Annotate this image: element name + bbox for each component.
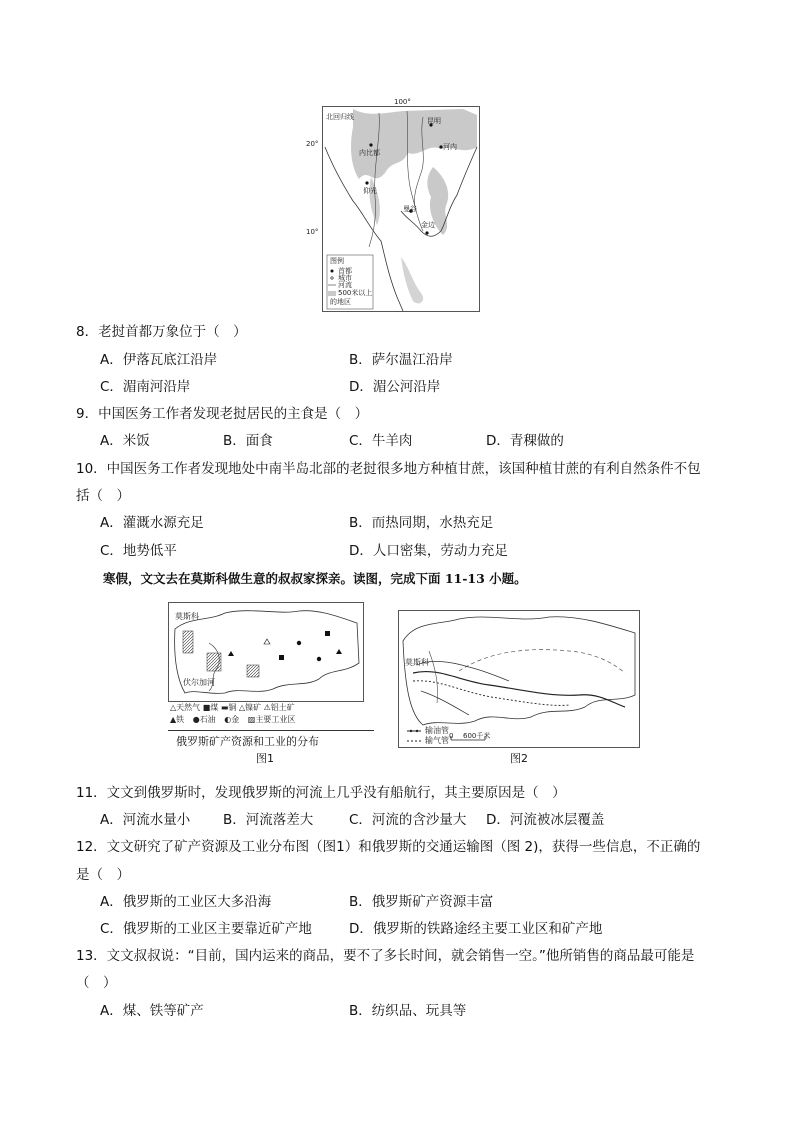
question-13-stem-line1: 13．文文叔叔说：“目前，国内运来的商品，要不了多长时间，就会销售一空。”他所销售的商品最可能是 xyxy=(76,948,695,964)
question-10-stem-line2: 括（ ） xyxy=(76,488,130,504)
fig1-legend-coal: 煤 xyxy=(210,703,219,712)
reading-intro: 寒假，文文去在莫斯科做生意的叔叔家探亲。读图，完成下面 11-13 小题。 xyxy=(103,571,527,586)
fig1-legend-iron: 铁 xyxy=(176,715,185,724)
question-11-option-b: B．河流落差大 xyxy=(223,812,314,828)
question-11-option-d: D．河流被冰层覆盖 xyxy=(486,812,605,828)
fig1-legend-nickel: 镍矿 xyxy=(245,703,262,712)
map1-legend-elev2: 的地区 xyxy=(330,298,351,306)
question-10-option-d: D．人口密集，劳动力充足 xyxy=(349,543,508,559)
question-8-option-a: A．伊落瓦底江沿岸 xyxy=(100,352,218,368)
question-10-option-a: A．灌溉水源充足 xyxy=(100,515,204,531)
question-12-option-d: D．俄罗斯的铁路途经主要工业区和矿产地 xyxy=(349,921,603,937)
fig2-label: 图2 xyxy=(510,752,528,765)
map1-legend-elev1: 500米以上 xyxy=(338,289,373,297)
map1-legend-city: 城市 xyxy=(338,274,352,282)
fig2-scale-label: 600千米 xyxy=(463,732,491,740)
question-9-option-b: B．面食 xyxy=(223,433,273,449)
question-9-stem: 9．中国医务工作者发现老挝居民的主食是（ ） xyxy=(76,406,369,422)
fig2-scale-zero: 0 xyxy=(449,732,454,740)
question-9-option-a: A．米饭 xyxy=(100,433,150,449)
question-10-option-b: B．而热同期，水热充足 xyxy=(349,515,494,531)
fig1-title-rule xyxy=(168,730,374,731)
fig1-legend-bauxite: 铝土矿 xyxy=(270,703,295,712)
circle-filled-icon: ● xyxy=(192,715,200,724)
triangle-hatched-icon: △ xyxy=(238,703,246,712)
triangle-outline-icon: ⚠ xyxy=(263,703,271,712)
question-9-option-c: C．牛羊肉 xyxy=(349,433,413,449)
map1-place-bangkok: 曼谷 xyxy=(403,205,417,213)
question-8-stem: 8．老挝首都万象位于（ ） xyxy=(76,324,247,340)
figure-1-russia-minerals xyxy=(168,602,374,766)
map1-place-hanoi: 河内 xyxy=(443,143,457,151)
triangle-filled-icon: ▲ xyxy=(170,715,177,724)
question-8-option-d: D．湄公河沿岸 xyxy=(349,379,441,395)
question-10-stem-line1: 10．中国医务工作者发现地处中南半岛北部的老挝很多地方种植甘蔗，该国种植甘蔗的有利自然条件不包 xyxy=(76,461,701,477)
square-filled-icon: ■ xyxy=(202,703,211,712)
fig1-moscow-label: 莫斯科 xyxy=(175,612,199,621)
question-8-option-b: B．萨尔温江沿岸 xyxy=(349,352,453,368)
triangle-outline-icon: △ xyxy=(170,703,177,712)
question-13-option-b: B．纺织品、玩具等 xyxy=(349,1003,467,1019)
map1-place-huiguixian: 北回归线 xyxy=(326,113,354,121)
question-12-option-c: C．俄罗斯的工业区主要靠近矿产地 xyxy=(100,921,312,937)
map1-frame xyxy=(322,106,480,312)
question-11-option-c: C．河流的含沙量大 xyxy=(349,812,467,828)
map1-lat10-label: 10° xyxy=(306,228,319,236)
map1-legend-river: 河流 xyxy=(338,281,352,289)
fig1-volga-label: 伏尔加河 xyxy=(183,678,215,687)
fig2-legend-oil: 输油管 xyxy=(425,726,449,735)
fig2-map-frame xyxy=(398,610,640,748)
figure-2-russia-transport xyxy=(398,610,640,766)
map1-legend-capital: 首都 xyxy=(338,267,352,275)
question-12-stem-line1: 12．文文研究了矿产资源及工业分布图（图1）和俄罗斯的交通运输图（图 2)，获得一些信息，不正确的 xyxy=(76,839,701,855)
map1-lat20-label: 20° xyxy=(306,140,319,148)
map1-place-kunming: 昆明 xyxy=(427,117,441,125)
map1-legend-title: 图例 xyxy=(330,257,344,265)
half-circle-icon: ◐ xyxy=(224,715,232,724)
map1-place-naypyidaw: 内比都 xyxy=(359,149,380,157)
rect-filled-icon: ▬ xyxy=(220,703,229,712)
fig1-legend-row1 xyxy=(170,704,295,712)
fig1-legend-oil: 石油 xyxy=(199,715,216,724)
question-13-option-a: A．煤、铁等矿产 xyxy=(100,1003,204,1019)
question-11-option-a: A．河流水量小 xyxy=(100,812,191,828)
question-11-stem: 11．文文到俄罗斯时，发现俄罗斯的河流上几乎没有船航行，其主要原因是（ ） xyxy=(76,785,566,801)
fig1-legend-copper: 铜 xyxy=(228,703,237,712)
question-13-stem-line2: （ ） xyxy=(76,975,117,991)
fig2-legend-gas: 输气管 xyxy=(425,736,449,745)
fig1-legend-industry: 主要工业区 xyxy=(255,715,296,724)
question-12-stem-line2: 是（ ） xyxy=(76,867,130,883)
fig1-legend-gas: 天然气 xyxy=(176,703,201,712)
map1-lon-label: 100° xyxy=(394,98,411,106)
question-9-option-d: D．青稞做的 xyxy=(486,433,564,449)
fig1-title: 俄罗斯矿产资源和工业的分布 xyxy=(176,735,319,748)
fig1-map-frame xyxy=(168,602,364,702)
question-10-option-c: C．地势低平 xyxy=(100,543,177,559)
indochina-map-figure xyxy=(306,98,484,312)
question-12-option-b: B．俄罗斯矿产资源丰富 xyxy=(349,894,494,910)
question-12-option-a: A．俄罗斯的工业区大多沿海 xyxy=(100,894,272,910)
question-8-option-c: C．湄南河沿岸 xyxy=(100,379,191,395)
fig1-legend-row2 xyxy=(170,716,295,724)
map1-place-yangon: 仰光 xyxy=(363,187,377,195)
map1-place-phnompenh: 金边 xyxy=(421,221,435,229)
fig1-label: 图1 xyxy=(256,752,274,765)
fig1-legend-gold: 金 xyxy=(231,715,240,724)
fig2-moscow-label: 莫斯科 xyxy=(405,658,429,667)
hatched-square-icon: ▨ xyxy=(247,715,256,724)
